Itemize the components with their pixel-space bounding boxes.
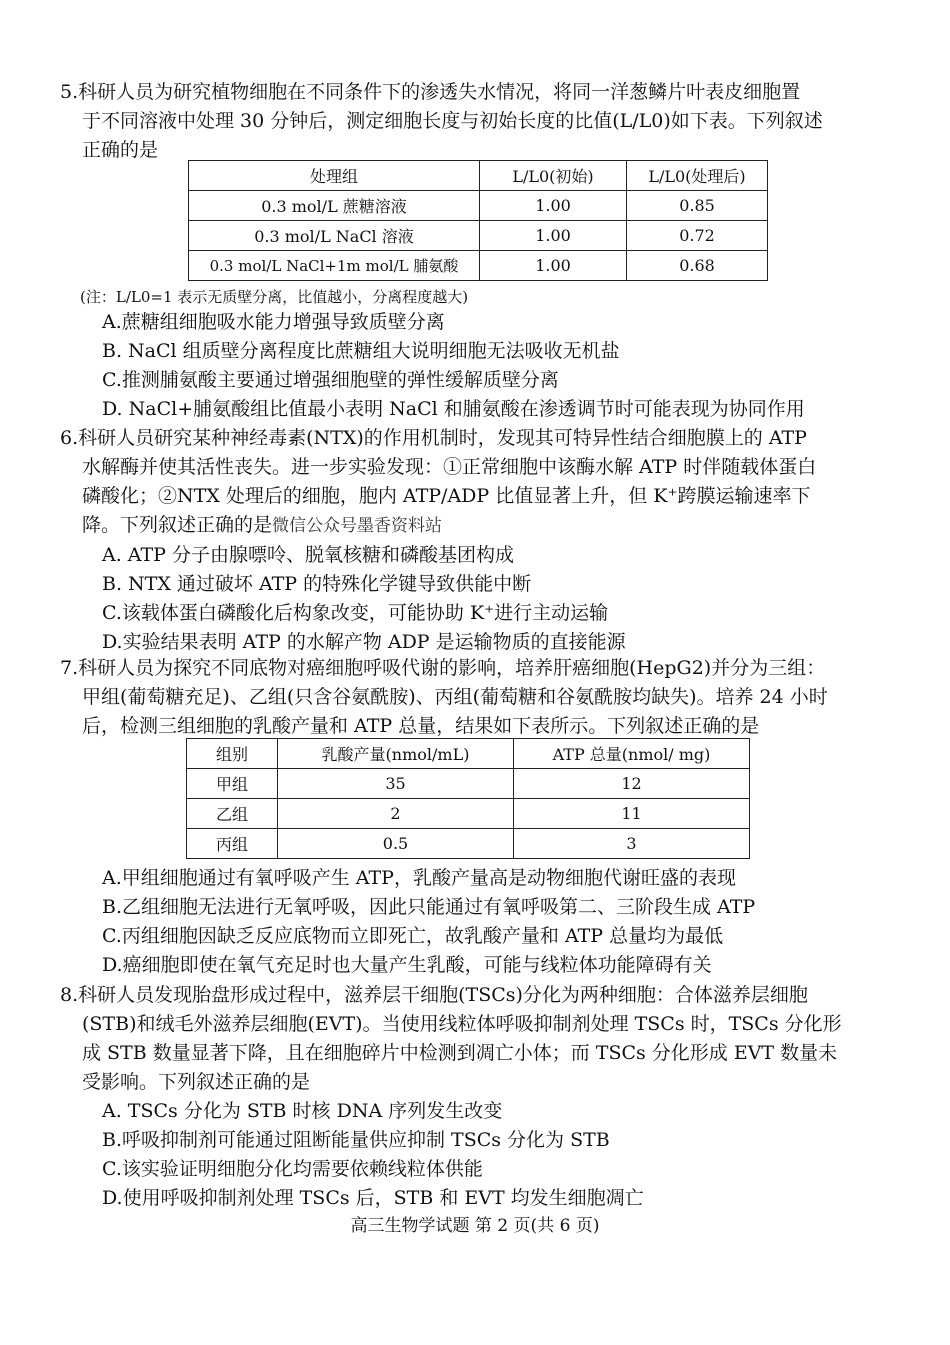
- table-header: ATP 总量(nmol/ mg): [514, 739, 750, 769]
- table-cell: 乙组: [187, 799, 278, 829]
- table-row: [189, 221, 768, 251]
- question-5-rest: [60, 286, 920, 424]
- table-cell: 丙组: [187, 829, 278, 859]
- question-8: [60, 981, 920, 1213]
- page-footer: 高三生物学试题 第 2 页(共 6 页): [350, 1216, 600, 1236]
- stem-line: 7.科研人员为探究不同底物对癌细胞呼吸代谢的影响，培养肝癌细胞(HepG2)并分为三组：: [60, 657, 826, 679]
- question-7-stem: [60, 654, 920, 741]
- option-c: C.丙组细胞因缺乏反应底物而立即死亡，故乳酸产量和 ATP 总量均为最低: [102, 925, 724, 947]
- option-b: B.呼吸抑制剂可能通过阻断能量供应抑制 TSCs 分化为 STB: [102, 1129, 610, 1151]
- table-cell: 2: [278, 799, 514, 829]
- stem-line: (STB)和绒毛外滋养层细胞(EVT)。当使用线粒体呼吸抑制剂处理 TSCs 时，TSCs 分化形: [82, 1013, 842, 1035]
- table-cell: 0.5: [278, 829, 514, 859]
- table-header: 处理组: [189, 161, 480, 191]
- stem-line: 磷酸化；②NTX 处理后的细胞，胞内 ATP/ADP 比值显著上升，但 K⁺跨膜运输速率下: [82, 485, 811, 507]
- table-cell: 甲组: [187, 769, 278, 799]
- osmosis-table: [188, 160, 768, 281]
- option-a: A.蔗糖组细胞吸水能力增强导致质壁分离: [102, 311, 445, 333]
- watermark-text: 微信公众号墨香资料站: [272, 516, 443, 536]
- table-header: L/L0(初始): [480, 161, 627, 191]
- table-cell: 11: [514, 799, 750, 829]
- table-row: [187, 799, 750, 829]
- option-b: B.乙组细胞无法进行无氧呼吸，因此只能通过有氧呼吸第二、三阶段生成 ATP: [102, 896, 756, 918]
- table-row: [187, 829, 750, 859]
- option-d: D.使用呼吸抑制剂处理 TSCs 后，STB 和 EVT 均发生细胞凋亡: [102, 1187, 644, 1209]
- question-7: [60, 654, 920, 741]
- table-cell: 1.00: [480, 221, 627, 251]
- table-row: [189, 191, 768, 221]
- stem-text: 降。下列叙述正确的是: [82, 514, 273, 536]
- stem-line: 5.科研人员为研究植物细胞在不同条件下的渗透失水情况，将同一洋葱鳞片叶表皮细胞置: [60, 81, 801, 103]
- stem-line: 8.科研人员发现胎盘形成过程中，滋养层干细胞(TSCs)分化为两种细胞：合体滋养层细胞: [60, 984, 808, 1006]
- table-header: 乳酸产量(nmol/mL): [278, 739, 514, 769]
- question-6-stem: [60, 424, 920, 541]
- option-a: A. TSCs 分化为 STB 时核 DNA 序列发生改变: [102, 1100, 503, 1122]
- option-c: C.该实验证明细胞分化均需要依赖线粒体供能: [102, 1158, 483, 1180]
- stem-line: 于不同溶液中处理 30 分钟后，测定细胞长度与初始长度的比值(L/L0)如下表。下列叙述: [82, 110, 823, 132]
- question-8-stem: [60, 981, 920, 1097]
- option-d: D.癌细胞即使在氧气充足时也大量产生乳酸，可能与线粒体功能障碍有关: [102, 954, 712, 976]
- option-c: C.推测脯氨酸主要通过增强细胞壁的弹性缓解质壁分离: [102, 369, 559, 391]
- stem-line: [60, 511, 920, 541]
- table-cell: 0.85: [627, 191, 768, 221]
- stem-line: 后，检测三组细胞的乳酸产量和 ATP 总量，结果如下表所示。下列叙述正确的是: [82, 715, 760, 737]
- metabolism-table: [186, 738, 750, 859]
- stem-line: 水解酶并使其活性丧失。进一步实验发现：①正常细胞中该酶水解 ATP 时伴随载体蛋白: [82, 456, 817, 478]
- table-cell: 0.3 mol/L 蔗糖溶液: [189, 191, 480, 221]
- table-cell: 12: [514, 769, 750, 799]
- table-header-row: [189, 161, 768, 191]
- option-d: D.实验结果表明 ATP 的水解产物 ADP 是运输物质的直接能源: [102, 631, 626, 653]
- table-cell: 35: [278, 769, 514, 799]
- table-header: L/L0(处理后): [627, 161, 768, 191]
- option-a: A. ATP 分子由腺嘌呤、脱氧核糖和磷酸基团构成: [102, 544, 514, 566]
- table-row: [189, 251, 768, 281]
- option-c: C.该载体蛋白磷酸化后构象改变，可能协助 K⁺进行主动运输: [102, 602, 609, 624]
- question-5: [60, 78, 920, 165]
- table-header: 组别: [187, 739, 278, 769]
- table-cell: 0.68: [627, 251, 768, 281]
- table-cell: 1.00: [480, 191, 627, 221]
- option-b: B. NaCl 组质壁分离程度比蔗糖组大说明细胞无法吸收无机盐: [102, 340, 620, 362]
- question-6: [60, 424, 920, 657]
- table-cell: 1.00: [480, 251, 627, 281]
- option-b: B. NTX 通过破坏 ATP 的特殊化学键导致供能中断: [102, 573, 532, 595]
- table-note: (注：L/L0=1 表示无质壁分离，比值越小，分离程度越大): [80, 288, 469, 306]
- table-cell: 0.3 mol/L NaCl+1m mol/L 脯氨酸: [189, 251, 480, 281]
- table-cell: 0.72: [627, 221, 768, 251]
- table-cell: 3: [514, 829, 750, 859]
- question-7-options: [60, 864, 920, 980]
- question-5-stem: [60, 78, 920, 165]
- stem-line: 成 STB 数量显著下降，且在细胞碎片中检测到凋亡小体；而 TSCs 分化形成 EVT 数量未: [82, 1042, 838, 1064]
- option-d: D. NaCl+脯氨酸组比值最小表明 NaCl 和脯氨酸在渗透调节时可能表现为协同作用: [102, 398, 805, 420]
- stem-line: 正确的是: [82, 139, 159, 161]
- table-cell: 0.3 mol/L NaCl 溶液: [189, 221, 480, 251]
- stem-line: 甲组(葡萄糖充足)、乙组(只含谷氨酰胺)、丙组(葡萄糖和谷氨酰胺均缺失)。培养 24 小时: [82, 686, 828, 708]
- table-header-row: [187, 739, 750, 769]
- stem-line: 6.科研人员研究某种神经毒素(NTX)的作用机制时，发现其可特异性结合细胞膜上的 ATP: [60, 427, 807, 449]
- option-a: A.甲组细胞通过有氧呼吸产生 ATP，乳酸产量高是动物细胞代谢旺盛的表现: [102, 867, 736, 889]
- stem-line: 受影响。下列叙述正确的是: [82, 1071, 311, 1093]
- table-row: [187, 769, 750, 799]
